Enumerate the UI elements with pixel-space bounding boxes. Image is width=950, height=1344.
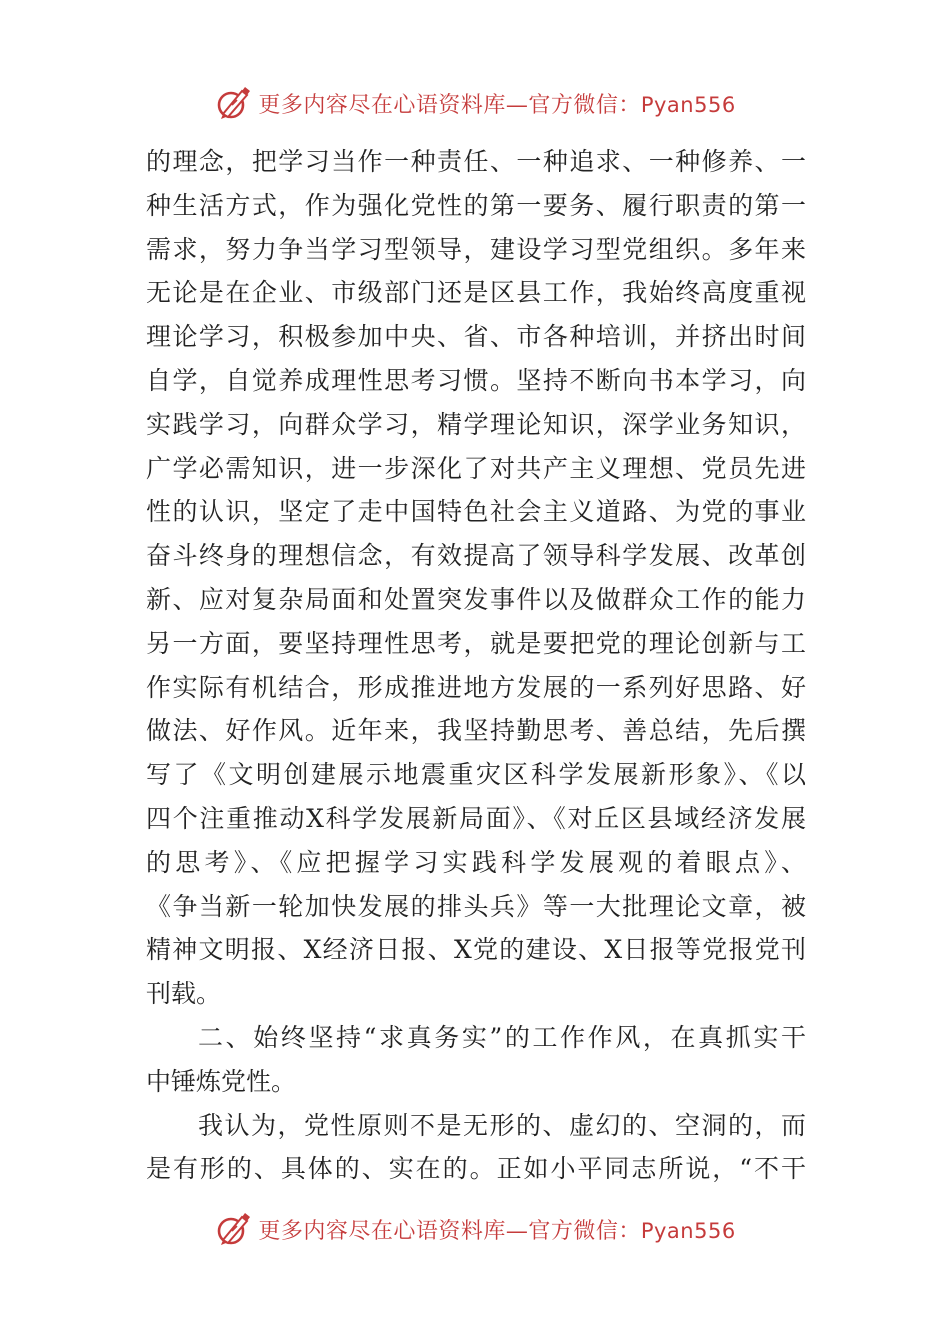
text-line: 自学，自觉养成理性思考习惯。坚持不断向书本学习，向 <box>146 365 806 395</box>
text-line: 新、应对复杂局面和处置突发事件以及做群众工作的能力 <box>146 584 806 614</box>
text-line: 精神文明报、X经济日报、X党的建设、X日报等党报党刊 <box>146 935 806 965</box>
header-wechat-id: Pyan556 <box>640 92 736 117</box>
footer-banner <box>0 1207 950 1251</box>
text-line: 四个注重推动X科学发展新局面》、《对丘区县域经济发展 <box>146 803 806 833</box>
text-line: 做法、好作风。近年来，我坚持勤思考、善总结，先后撰 <box>146 716 806 746</box>
text-line: 作实际有机结合，形成推进地方发展的一系列好思路、好 <box>146 672 806 702</box>
text-line: 需求，努力争当学习型领导，建设学习型党组织。多年来 <box>146 234 806 264</box>
text-line: 刊载。 <box>146 979 222 1009</box>
document-body <box>146 140 806 1191</box>
text-line: 是有形的、具体的、实在的。正如小平同志所说，“不干 <box>146 1154 806 1184</box>
pen-nib-circle-icon <box>214 1209 254 1249</box>
text-line: 广学必需知识，进一步深化了对共产主义理想、党员先进 <box>146 453 806 483</box>
paragraph-3 <box>146 1104 806 1192</box>
footer-banner-text: 更多内容尽在心语资料库—官方微信：Pyan556 <box>258 1218 736 1244</box>
text-line: 中锤炼党性。 <box>146 1066 297 1096</box>
text-line: 的理念，把学习当作一种责任、一种追求、一种修养、一 <box>146 147 806 176</box>
text-line: 另一方面，要坚持理性思考，就是要把党的理论创新与工 <box>146 628 806 658</box>
text-line: 我认为，党性原则不是无形的、虚幻的、空洞的，而 <box>198 1110 806 1140</box>
text-line: 奋斗终身的理想信念，有效提高了领导科学发展、改革创 <box>146 541 806 571</box>
text-line: 种生活方式，作为强化党性的第一要务、履行职责的第一 <box>146 190 806 220</box>
footer-wechat-id: Pyan556 <box>640 1218 736 1243</box>
pen-nib-circle-icon <box>214 83 254 123</box>
text-line: 实践学习，向群众学习，精学理论知识，深学业务知识， <box>146 409 806 439</box>
text-line: 性的认识，坚定了走中国特色社会主义道路、为党的事业 <box>146 497 806 527</box>
text-line: 二、始终坚持“求真务实”的工作作风，在真抓实干 <box>198 1022 806 1052</box>
text-line: 理论学习，积极参加中央、省、市各种培训，并挤出时间 <box>146 322 806 352</box>
header-banner-text: 更多内容尽在心语资料库—官方微信：Pyan556 <box>258 92 736 118</box>
text-line: 《争当新一轮加快发展的排头兵》等一大批理论文章，被 <box>146 891 806 921</box>
text-line: 无论是在企业、市级部门还是区县工作，我始终高度重视 <box>146 278 806 308</box>
text-line: 的思考》、《应把握学习实践科学发展观的着眼点》、 <box>146 847 806 877</box>
paragraph-1 <box>146 140 806 1016</box>
header-banner <box>0 81 950 125</box>
text-line: 写了《文明创建展示地震重灾区科学发展新形象》、《以 <box>146 760 806 790</box>
paragraph-2-section-heading <box>146 1016 806 1104</box>
